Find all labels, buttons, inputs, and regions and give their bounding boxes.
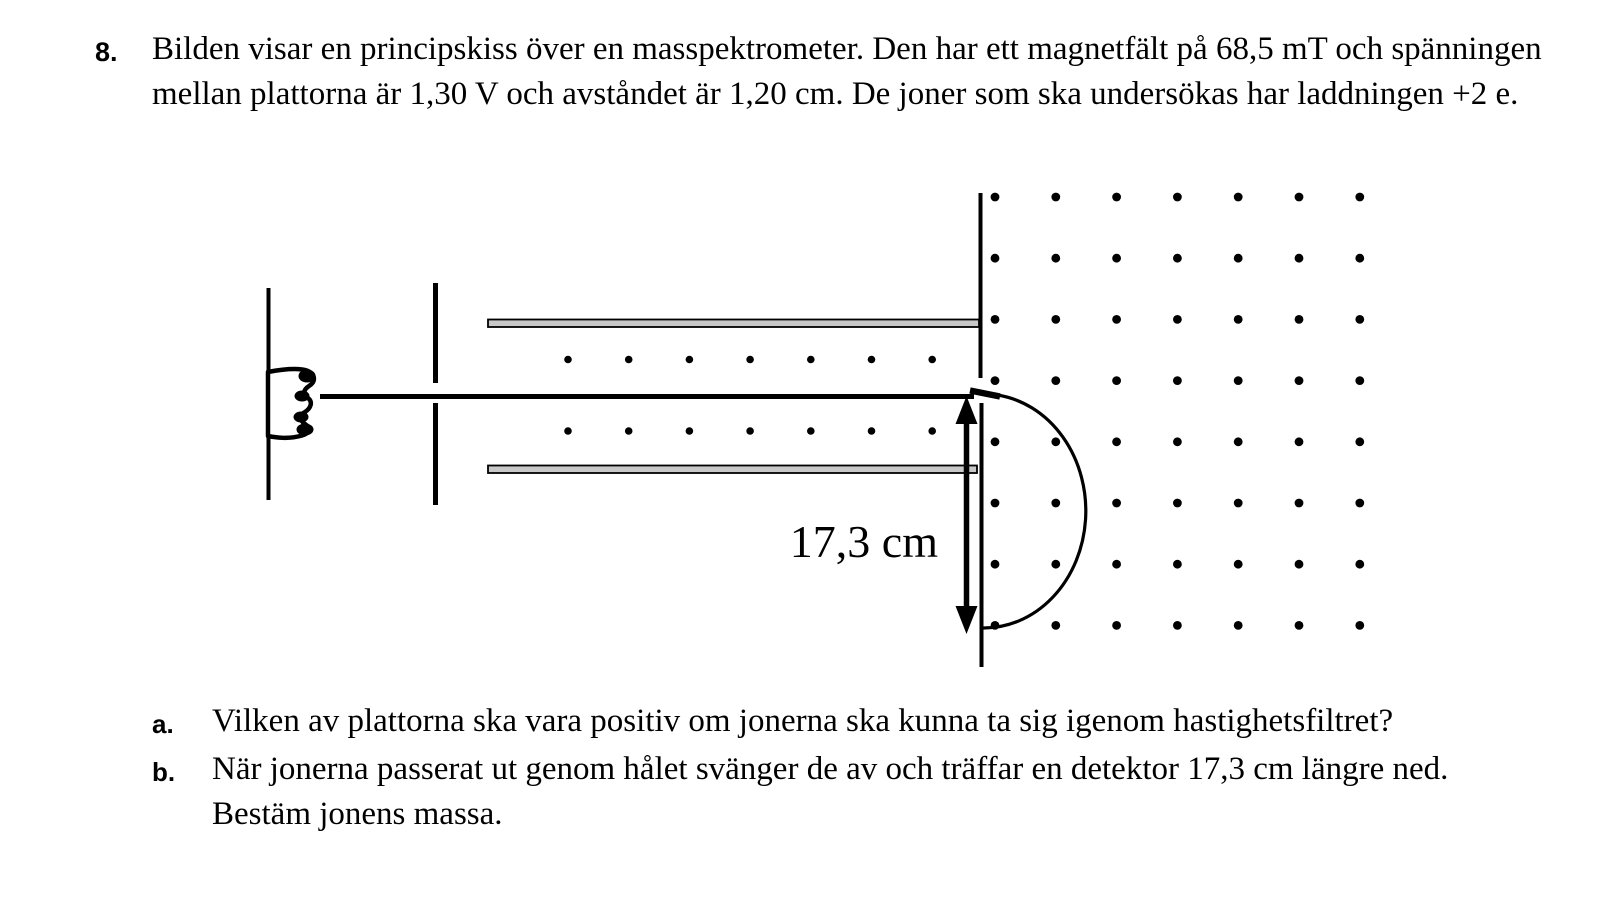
field-dot — [1173, 254, 1182, 263]
field-dot — [1112, 254, 1121, 263]
field-dot — [1295, 560, 1304, 569]
field-dot — [686, 356, 694, 364]
field-dot — [1234, 254, 1243, 263]
field-dot — [1173, 499, 1182, 508]
ion-source-nub — [297, 424, 314, 436]
field-dot — [991, 315, 1000, 324]
problem-number: 8. — [95, 37, 118, 67]
exit-wall — [981, 193, 982, 667]
question-a-text: Vilken av plattorna ska vara positiv om jonerna ska kunna ta sig igenom hastighetsfiltret? — [212, 703, 1394, 739]
field-dot — [1234, 560, 1243, 569]
field-dot — [1295, 499, 1304, 508]
field-dot — [1112, 193, 1121, 202]
distance-label: 17,3 cm — [789, 516, 938, 567]
field-dot — [1051, 193, 1060, 202]
field-dot — [1234, 193, 1243, 202]
field-dot — [1234, 315, 1243, 324]
field-dot — [1234, 376, 1243, 385]
field-dot — [928, 356, 936, 364]
field-dot — [1295, 254, 1304, 263]
field-dot — [1295, 193, 1304, 202]
field-dot — [1173, 376, 1182, 385]
field-dot — [807, 356, 815, 364]
field-dot — [686, 427, 694, 435]
question-b-marker: b. — [152, 757, 176, 787]
ion-source-nub — [299, 370, 316, 383]
question-a-marker: a. — [152, 709, 174, 739]
field-dot — [564, 427, 572, 435]
field-dot — [807, 427, 815, 435]
field-dot — [1173, 560, 1182, 569]
field-dot — [1173, 315, 1182, 324]
distance-arrowhead-up — [956, 396, 978, 424]
question-b — [152, 747, 1502, 837]
questions-list — [152, 699, 1502, 837]
magnet-region-field-dots — [991, 193, 1365, 630]
question-b-text: När jonerna passerat ut genom hålet svänger de av och träffar en detektor 17,3 cm längre ned. Bestäm jonens massa. — [212, 751, 1449, 832]
field-dot — [1112, 437, 1121, 446]
ion-source-nub — [294, 412, 309, 423]
field-dot — [1355, 499, 1364, 508]
field-dot — [1112, 499, 1121, 508]
field-dot — [746, 427, 754, 435]
field-dot — [1051, 376, 1060, 385]
field-dot — [1173, 621, 1182, 630]
field-dot — [991, 499, 1000, 508]
filter-top-plate — [488, 320, 979, 328]
field-dot — [1234, 499, 1243, 508]
field-dot — [625, 356, 633, 364]
field-dot — [1051, 315, 1060, 324]
field-dot — [868, 356, 876, 364]
problem-text: Bilden visar en principskiss över en masspektrometer. Den har ett magnetfält på 68,5 mT och spänningen mellan plattorna är 1,30 V och avståndet är 1,20 cm. De joner som ska undersökas har laddningen +2 e. — [152, 31, 1542, 112]
question-a — [152, 699, 1502, 747]
field-dot — [1234, 437, 1243, 446]
field-dot — [1355, 560, 1364, 569]
field-dot — [1355, 193, 1364, 202]
field-dot — [1051, 254, 1060, 263]
ion-trajectory-curve — [982, 395, 1086, 628]
ion-source — [268, 369, 316, 438]
field-dot — [1173, 437, 1182, 446]
field-dot — [1355, 254, 1364, 263]
field-dot — [991, 193, 1000, 202]
field-dot — [928, 427, 936, 435]
field-dot — [625, 427, 633, 435]
field-dot — [1051, 499, 1060, 508]
field-dot — [1112, 560, 1121, 569]
field-dot — [746, 356, 754, 364]
field-dot — [1295, 376, 1304, 385]
field-dot — [1295, 437, 1304, 446]
field-dot — [1234, 621, 1243, 630]
filter-bottom-plate — [488, 466, 977, 474]
exit-arrow-dash — [970, 391, 1000, 397]
field-dot — [1173, 193, 1182, 202]
field-dot — [1051, 560, 1060, 569]
ion-source-nub — [295, 391, 310, 402]
field-dot — [564, 356, 572, 364]
field-dot — [1355, 376, 1364, 385]
field-dot — [1355, 315, 1364, 324]
distance-arrow — [956, 396, 978, 634]
field-dot — [1112, 376, 1121, 385]
field-dot — [991, 437, 1000, 446]
field-dot — [1051, 437, 1060, 446]
field-dot — [1355, 437, 1364, 446]
field-dot — [1051, 621, 1060, 630]
field-dot — [991, 254, 1000, 263]
field-dot — [868, 427, 876, 435]
field-dot — [1112, 621, 1121, 630]
field-dot — [1355, 621, 1364, 630]
field-dot — [1112, 315, 1121, 324]
field-dot — [1295, 315, 1304, 324]
distance-arrowhead-down — [956, 606, 978, 634]
field-dot — [1295, 621, 1304, 630]
field-dot — [991, 376, 1000, 385]
field-dot — [991, 560, 1000, 569]
